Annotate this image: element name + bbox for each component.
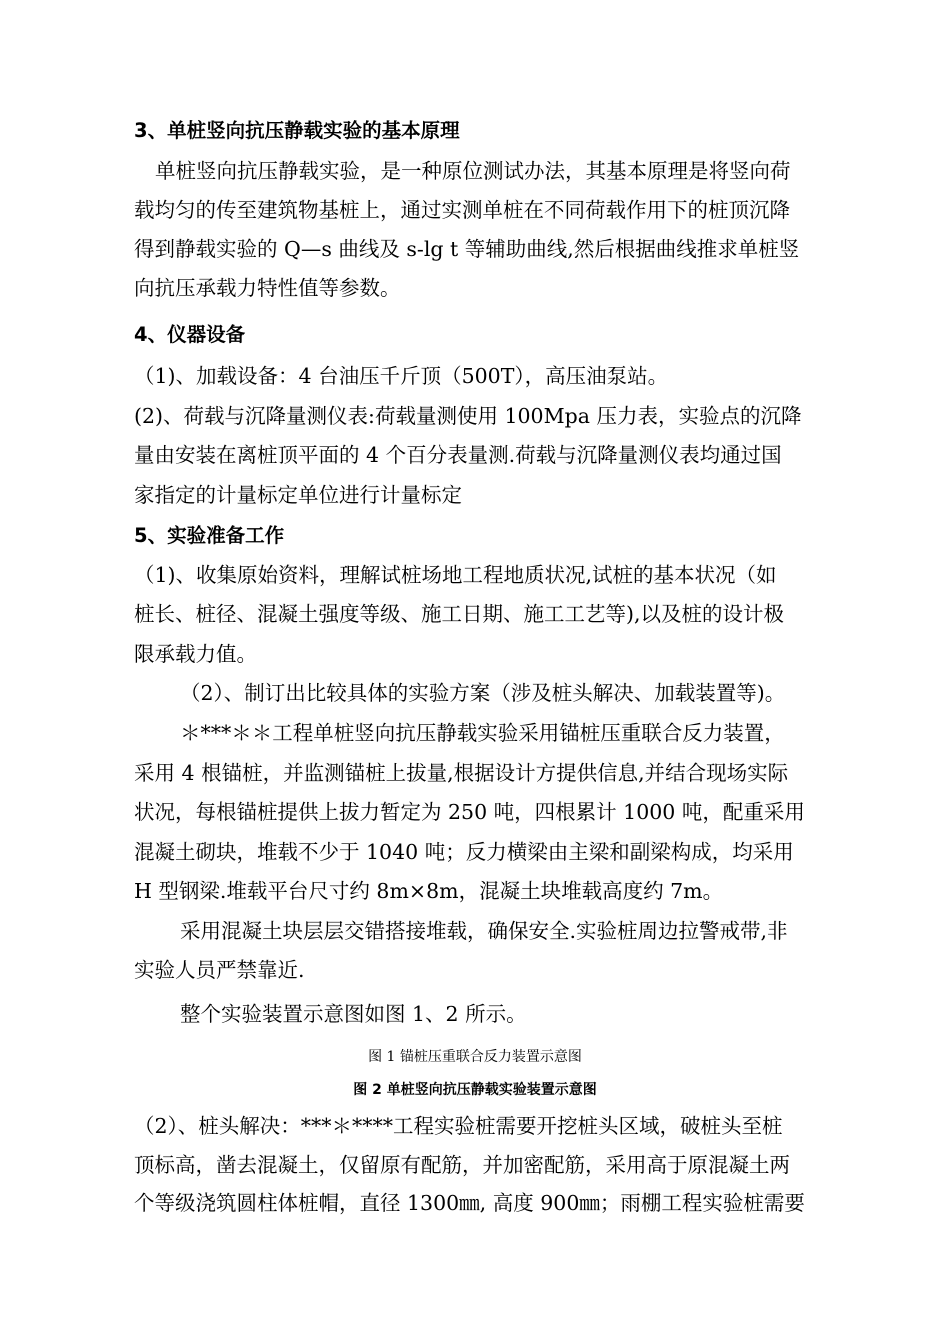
paragraph-line: 量由安装在离桩顶平面的 4 个百分表量测.荷载与沉降量测仪表均通过国 [134, 443, 782, 467]
paragraph-line: 混凝土砌块，堆载不少于 1040 吨；反力横梁由主梁和副梁构成，均采用 [134, 840, 794, 864]
paragraph-line: 顶标高，凿去混凝土，仅留原有配筋，并加密配筋，采用高于原混凝土两 [134, 1153, 790, 1177]
paragraph-line: （2）、桩头解决：***＊****工程实验桩需要开挖桩头区域，破桩头至桩 [134, 1114, 783, 1138]
paragraph-line: H 型钢梁.堆载平台尺寸约 8m×8m，混凝土块堆载高度约 7m。 [134, 879, 724, 903]
paragraph-line: 采用混凝土块层层交错搭接堆载，确保安全.实验桩周边拉警戒带,非 [180, 919, 788, 943]
paragraph-line: （2）、制订出比较具体的实验方案（涉及桩头解决、加载装置等)。 [180, 681, 786, 705]
paragraph-line: 向抗压承载力特性值等参数。 [134, 276, 401, 300]
paragraph-line: 限承载力值。 [134, 642, 257, 666]
paragraph-line: 实验人员严禁靠近. [134, 958, 305, 982]
paragraph-line: （1)、加载设备：4 台油压千斤顶（500T），高压油泵站。 [134, 364, 669, 388]
paragraph-line: 采用 4 根锚桩，并监测锚桩上拔量,根据设计方提供信息,并结合现场实际 [134, 761, 789, 785]
figure-1-caption: 图 1 锚桩压重联合反力装置示意图 [368, 1049, 582, 1065]
section-5-heading: 5、实验准备工作 [134, 524, 285, 547]
section-4-heading: 4、仪器设备 [134, 323, 246, 346]
paragraph-line: 整个实验装置示意图如图 1、2 所示。 [180, 1002, 527, 1026]
paragraph-line: 状况，每根锚桩提供上拔力暂定为 250 吨，四根累计 1000 吨，配重采用 [134, 800, 805, 824]
section-3-heading: 3、单桩竖向抗压静载实验的基本原理 [134, 119, 460, 142]
paragraph-line: 载均匀的传至建筑物基桩上，通过实测单桩在不同荷载作用下的桩顶沉降 [134, 198, 790, 222]
paragraph-line: 得到静载实验的 Q—s 曲线及 s-lg t 等辅助曲线,然后根据曲线推求单桩竖 [134, 237, 800, 261]
paragraph-line: (2)、荷载与沉降量测仪表:荷载量测使用 100Mpa 压力表，实验点的沉降 [134, 404, 802, 428]
paragraph-line: 个等级浇筑圆柱体桩帽，直径 1300㎜, 高度 900㎜；雨棚工程实验桩需要 [134, 1191, 805, 1215]
paragraph-line: 桩长、桩径、混凝土强度等级、施工日期、施工工艺等),以及桩的设计极 [134, 602, 785, 626]
paragraph-line: 单桩竖向抗压静载实验，是一种原位测试办法，其基本原理是将竖向荷 [155, 159, 791, 183]
paragraph-line: （1)、收集原始资料，理解试桩场地工程地质状况,试桩的基本状况（如 [134, 563, 777, 587]
paragraph-line: 家指定的计量标定单位进行计量标定 [134, 483, 462, 507]
paragraph-line: ＊***＊＊工程单桩竖向抗压静载实验采用锚桩压重联合反力装置， [180, 721, 785, 745]
figure-2-caption: 图 2 单桩竖向抗压静载实验装置示意图 [353, 1082, 597, 1098]
